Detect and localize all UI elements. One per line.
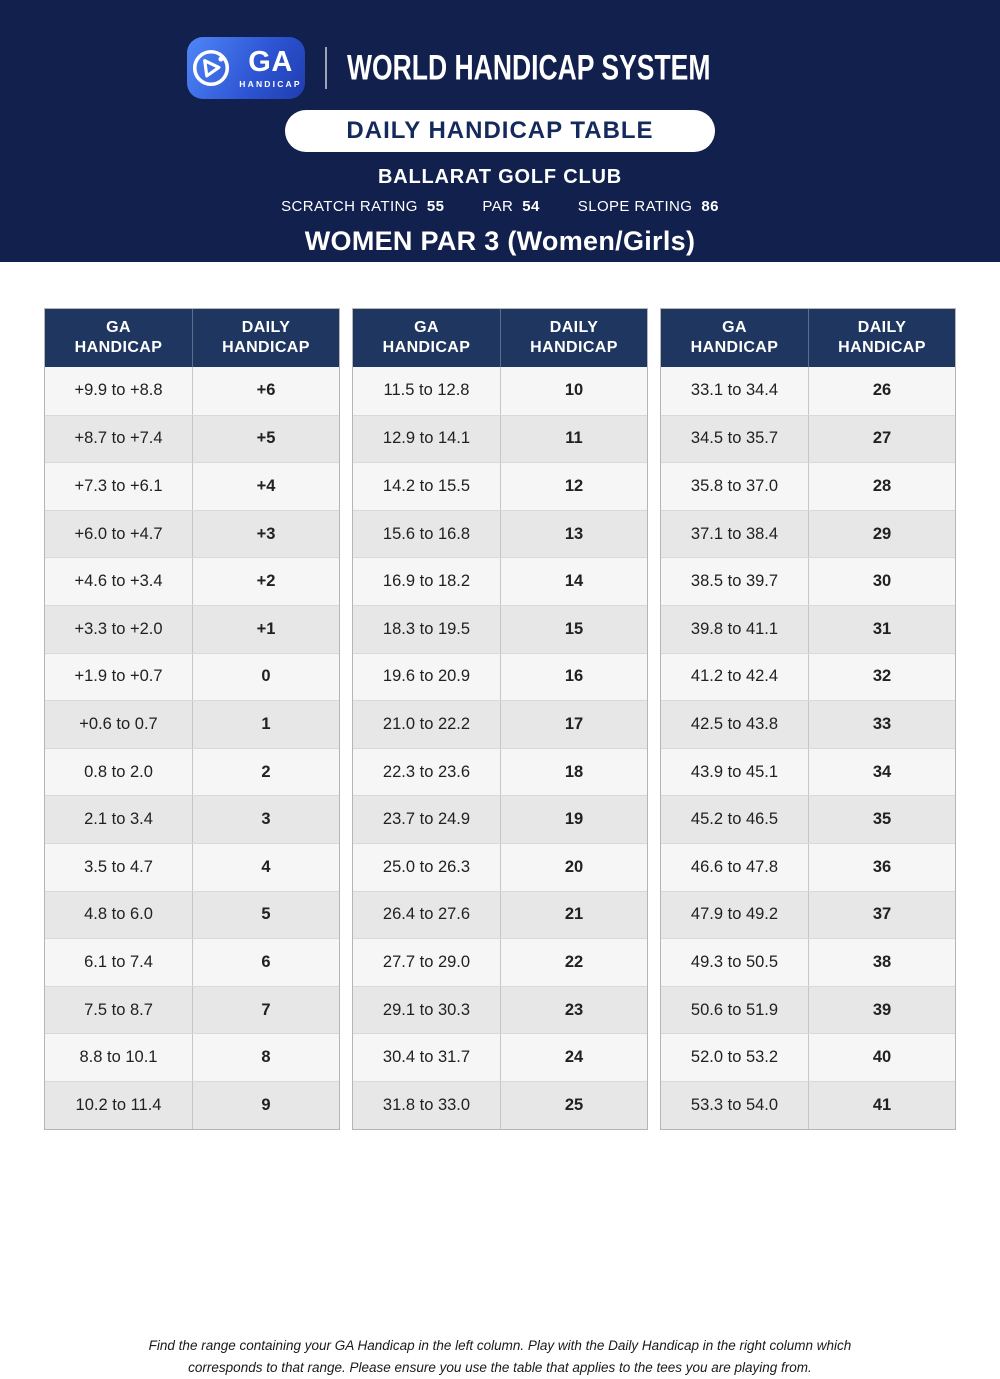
table-row <box>661 700 955 748</box>
daily-handicap-value: 23 <box>500 987 647 1034</box>
col-header-ga <box>45 309 192 367</box>
daily-handicap-value: 28 <box>808 463 955 510</box>
scratch-rating-label: SCRATCH RATING <box>281 198 418 215</box>
table-row <box>353 1081 647 1129</box>
daily-handicap-value: 38 <box>808 939 955 986</box>
brand-row <box>187 36 813 100</box>
table-row <box>661 510 955 558</box>
daily-handicap-value: 10 <box>500 367 647 415</box>
course-ratings <box>281 198 719 215</box>
ga-handicap-logo <box>187 37 305 99</box>
table-row <box>45 986 339 1034</box>
ga-handicap-range: 25.0 to 26.3 <box>353 844 500 891</box>
daily-handicap-value: 15 <box>500 606 647 653</box>
ga-handicap-range: 12.9 to 14.1 <box>353 416 500 463</box>
table-row <box>353 653 647 701</box>
col-header-daily <box>808 309 955 367</box>
ga-handicap-range: 15.6 to 16.8 <box>353 511 500 558</box>
ga-handicap-range: 35.8 to 37.0 <box>661 463 808 510</box>
table-row <box>45 462 339 510</box>
col-header-line: HANDICAP <box>75 338 163 358</box>
col-header-line: HANDICAP <box>691 338 779 358</box>
ga-handicap-range: 7.5 to 8.7 <box>45 987 192 1034</box>
ga-handicap-range: 4.8 to 6.0 <box>45 892 192 939</box>
daily-handicap-value: 39 <box>808 987 955 1034</box>
ga-handicap-range: 37.1 to 38.4 <box>661 511 808 558</box>
world-handicap-system-wordmark: WORLD HANDICAP SYSTEM <box>347 48 710 89</box>
slope-rating-label: SLOPE RATING <box>578 198 693 215</box>
ga-handicap-range: 6.1 to 7.4 <box>45 939 192 986</box>
handicap-table-1 <box>44 308 340 1130</box>
ga-handicap-range: 53.3 to 54.0 <box>661 1082 808 1129</box>
ga-handicap-range: 45.2 to 46.5 <box>661 796 808 843</box>
ga-handicap-range: 21.0 to 22.2 <box>353 701 500 748</box>
ga-logo-text <box>239 48 301 89</box>
ga-handicap-range: 49.3 to 50.5 <box>661 939 808 986</box>
ga-handicap-range: 14.2 to 15.5 <box>353 463 500 510</box>
table-row <box>661 748 955 796</box>
table-row <box>661 843 955 891</box>
ga-handicap-range: 52.0 to 53.2 <box>661 1034 808 1081</box>
slope-rating-value: 86 <box>701 198 719 215</box>
ga-handicap-range: 27.7 to 29.0 <box>353 939 500 986</box>
daily-handicap-value: 37 <box>808 892 955 939</box>
daily-handicap-value: 20 <box>500 844 647 891</box>
table-row <box>353 986 647 1034</box>
ga-handicap-range: 0.8 to 2.0 <box>45 749 192 796</box>
par-value: 54 <box>522 198 540 215</box>
daily-handicap-value: 32 <box>808 654 955 701</box>
daily-handicap-value: +3 <box>192 511 339 558</box>
table-header <box>661 309 955 367</box>
daily-handicap-value: +6 <box>192 367 339 415</box>
ga-logo-ga: GA <box>248 48 293 77</box>
col-header-line: HANDICAP <box>530 338 618 358</box>
table-row <box>45 700 339 748</box>
table-row <box>353 462 647 510</box>
page-title: WOMEN PAR 3 (Women/Girls) <box>305 226 696 257</box>
table-row <box>353 557 647 605</box>
table-row <box>45 748 339 796</box>
table-row <box>353 510 647 558</box>
col-header-daily <box>500 309 647 367</box>
par-rating <box>482 198 539 215</box>
col-header-ga <box>661 309 808 367</box>
ga-handicap-range: 46.6 to 47.8 <box>661 844 808 891</box>
table-row <box>661 1081 955 1129</box>
ga-handicap-range: 10.2 to 11.4 <box>45 1082 192 1129</box>
table-row <box>661 415 955 463</box>
table-row <box>45 1081 339 1129</box>
ga-handicap-range: 30.4 to 31.7 <box>353 1034 500 1081</box>
daily-handicap-value: 29 <box>808 511 955 558</box>
col-header-line: DAILY <box>242 318 291 338</box>
usage-instructions: Find the range containing your GA Handicap in the left column. Play with the Daily Handicap in the right column which corresponds to that range. Please ensure you use the table that applies to the tees you are playing from. <box>0 1335 1000 1379</box>
table-row <box>353 367 647 415</box>
table-row <box>353 748 647 796</box>
daily-handicap-value: 0 <box>192 654 339 701</box>
daily-handicap-value: 17 <box>500 701 647 748</box>
ga-handicap-range: 39.8 to 41.1 <box>661 606 808 653</box>
ga-handicap-range: +0.6 to 0.7 <box>45 701 192 748</box>
daily-handicap-value: 19 <box>500 796 647 843</box>
daily-handicap-value: 34 <box>808 749 955 796</box>
daily-handicap-value: 21 <box>500 892 647 939</box>
scratch-rating-value: 55 <box>427 198 445 215</box>
ga-handicap-range: 29.1 to 30.3 <box>353 987 500 1034</box>
col-header-line: GA <box>414 318 439 338</box>
daily-handicap-value: 2 <box>192 749 339 796</box>
ga-handicap-range: 43.9 to 45.1 <box>661 749 808 796</box>
ga-handicap-range: 11.5 to 12.8 <box>353 367 500 415</box>
table-row <box>45 938 339 986</box>
scratch-rating <box>281 198 444 215</box>
daily-handicap-value: 14 <box>500 558 647 605</box>
table-row <box>45 653 339 701</box>
col-header-ga <box>353 309 500 367</box>
daily-handicap-value: 36 <box>808 844 955 891</box>
daily-handicap-value: 3 <box>192 796 339 843</box>
table-row <box>353 700 647 748</box>
table-row <box>661 462 955 510</box>
ga-handicap-range: 38.5 to 39.7 <box>661 558 808 605</box>
daily-handicap-value: 30 <box>808 558 955 605</box>
ga-handicap-range: 50.6 to 51.9 <box>661 987 808 1034</box>
ga-logo-icon <box>190 47 232 89</box>
table-row <box>353 843 647 891</box>
daily-handicap-value: +5 <box>192 416 339 463</box>
table-row <box>661 367 955 415</box>
club-name: BALLARAT GOLF CLUB <box>378 166 622 189</box>
daily-handicap-table-pill: DAILY HANDICAP TABLE <box>285 110 715 152</box>
daily-handicap-value: 31 <box>808 606 955 653</box>
ga-handicap-range: 2.1 to 3.4 <box>45 796 192 843</box>
col-header-line: HANDICAP <box>383 338 471 358</box>
table-row <box>45 605 339 653</box>
ga-handicap-range: 19.6 to 20.9 <box>353 654 500 701</box>
table-body <box>45 367 339 1129</box>
daily-handicap-value: 18 <box>500 749 647 796</box>
daily-handicap-value: +2 <box>192 558 339 605</box>
daily-handicap-value: 9 <box>192 1082 339 1129</box>
table-row <box>45 367 339 415</box>
daily-handicap-value: 8 <box>192 1034 339 1081</box>
table-body <box>661 367 955 1129</box>
col-header-line: DAILY <box>550 318 599 338</box>
table-row <box>45 557 339 605</box>
ga-handicap-range: +6.0 to +4.7 <box>45 511 192 558</box>
ga-handicap-range: 33.1 to 34.4 <box>661 367 808 415</box>
ga-handicap-range: +1.9 to +0.7 <box>45 654 192 701</box>
slope-rating <box>578 198 719 215</box>
table-header <box>45 309 339 367</box>
daily-handicap-value: 12 <box>500 463 647 510</box>
ga-handicap-range: 31.8 to 33.0 <box>353 1082 500 1129</box>
daily-handicap-value: 5 <box>192 892 339 939</box>
ga-handicap-range: 8.8 to 10.1 <box>45 1034 192 1081</box>
daily-handicap-value: 33 <box>808 701 955 748</box>
par-label: PAR <box>482 198 513 215</box>
table-row <box>661 986 955 1034</box>
table-row <box>45 795 339 843</box>
brand-divider <box>325 47 327 89</box>
daily-handicap-value: 27 <box>808 416 955 463</box>
daily-handicap-value: 1 <box>192 701 339 748</box>
handicap-table-2 <box>352 308 648 1130</box>
ga-handicap-range: +3.3 to +2.0 <box>45 606 192 653</box>
col-header-line: GA <box>106 318 131 338</box>
ga-handicap-range: 41.2 to 42.4 <box>661 654 808 701</box>
ga-logo-handicap: HANDICAP <box>239 80 301 89</box>
ga-handicap-range: +9.9 to +8.8 <box>45 367 192 415</box>
daily-handicap-value: 26 <box>808 367 955 415</box>
col-header-line: HANDICAP <box>222 338 310 358</box>
ga-handicap-range: +4.6 to +3.4 <box>45 558 192 605</box>
handicap-tables <box>44 308 956 1130</box>
col-header-line: GA <box>722 318 747 338</box>
daily-handicap-value: 22 <box>500 939 647 986</box>
page-header <box>0 0 1000 262</box>
col-header-line: HANDICAP <box>838 338 926 358</box>
daily-handicap-value: +1 <box>192 606 339 653</box>
ga-handicap-range: 47.9 to 49.2 <box>661 892 808 939</box>
daily-handicap-value: 6 <box>192 939 339 986</box>
ga-handicap-range: 22.3 to 23.6 <box>353 749 500 796</box>
col-header-line: DAILY <box>858 318 907 338</box>
table-row <box>45 891 339 939</box>
daily-handicap-value: 24 <box>500 1034 647 1081</box>
daily-handicap-value: 11 <box>500 416 647 463</box>
col-header-daily <box>192 309 339 367</box>
table-row <box>661 1033 955 1081</box>
daily-handicap-value: 40 <box>808 1034 955 1081</box>
table-body <box>353 367 647 1129</box>
daily-handicap-value: 4 <box>192 844 339 891</box>
table-row <box>353 1033 647 1081</box>
daily-handicap-value: 35 <box>808 796 955 843</box>
ga-handicap-range: 16.9 to 18.2 <box>353 558 500 605</box>
table-row <box>45 510 339 558</box>
table-row <box>45 843 339 891</box>
table-row <box>661 605 955 653</box>
table-row <box>45 415 339 463</box>
table-row <box>353 415 647 463</box>
ga-handicap-range: +7.3 to +6.1 <box>45 463 192 510</box>
table-row <box>45 1033 339 1081</box>
ga-handicap-range: 18.3 to 19.5 <box>353 606 500 653</box>
table-row <box>661 795 955 843</box>
ga-handicap-range: +8.7 to +7.4 <box>45 416 192 463</box>
handicap-table-3 <box>660 308 956 1130</box>
ga-handicap-range: 34.5 to 35.7 <box>661 416 808 463</box>
table-row <box>353 795 647 843</box>
ga-handicap-range: 3.5 to 4.7 <box>45 844 192 891</box>
daily-handicap-value: 25 <box>500 1082 647 1129</box>
table-row <box>661 557 955 605</box>
daily-handicap-value: 13 <box>500 511 647 558</box>
table-row <box>661 938 955 986</box>
daily-handicap-value: 7 <box>192 987 339 1034</box>
daily-handicap-value: 16 <box>500 654 647 701</box>
table-row <box>353 938 647 986</box>
table-row <box>353 891 647 939</box>
daily-handicap-value: +4 <box>192 463 339 510</box>
ga-handicap-range: 42.5 to 43.8 <box>661 701 808 748</box>
ga-handicap-range: 26.4 to 27.6 <box>353 892 500 939</box>
table-row <box>353 605 647 653</box>
ga-handicap-range: 23.7 to 24.9 <box>353 796 500 843</box>
daily-handicap-value: 41 <box>808 1082 955 1129</box>
table-row <box>661 653 955 701</box>
table-row <box>661 891 955 939</box>
table-header <box>353 309 647 367</box>
